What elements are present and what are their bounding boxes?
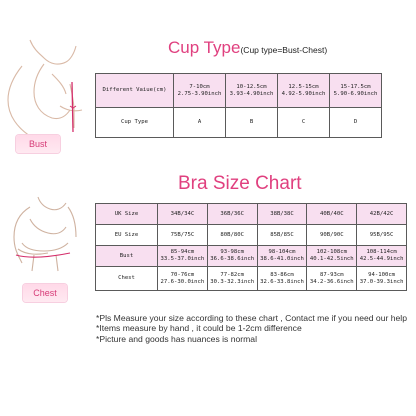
table-cell: 77-82cm 30.3-32.3inch xyxy=(207,267,257,291)
bust-badge xyxy=(16,135,60,153)
table-cell: B xyxy=(226,108,278,138)
cup-type-table xyxy=(95,73,382,138)
table-cell: C xyxy=(278,108,330,138)
cup-type-title: Cup Type xyxy=(168,38,241,57)
table-cell: 98-104cm 38.6-41.0inch xyxy=(257,246,307,267)
note-line: *Pls Measure your size according to these chart , Contact me if you need our help xyxy=(96,313,407,323)
table-cell: 42B/42C xyxy=(357,204,407,225)
table-cell: 102-108cm 40.1-42.5inch xyxy=(307,246,357,267)
row-label: Cup Type xyxy=(96,108,174,138)
cup-type-subtitle: (Cup type=Bust-Chest) xyxy=(240,45,328,55)
table-cell: 90B/90C xyxy=(307,225,357,246)
table-cell: A xyxy=(174,108,226,138)
row-label: UK Size xyxy=(96,204,158,225)
table-cell: 7-10cm 2.75-3.90inch xyxy=(174,74,226,108)
table-cell: 70-76cm 27.6-30.0inch xyxy=(158,267,208,291)
table-cell: 34B/34C xyxy=(158,204,208,225)
row-label: Different Vaiue(cm) xyxy=(96,74,174,108)
table-row xyxy=(96,204,407,225)
table-cell: 83-86cm 32.6-33.8inch xyxy=(257,267,307,291)
table-cell: 12.5-15cm 4.92-5.90inch xyxy=(278,74,330,108)
table-cell: 15-17.5cm 5.90-6.90inch xyxy=(330,74,382,108)
table-row xyxy=(96,246,407,267)
chest-badge xyxy=(23,284,67,302)
cup-type-heading xyxy=(168,38,327,58)
note-line: *Picture and goods has nuances is normal xyxy=(96,333,257,344)
bra-size-chart-title: Bra Size Chart xyxy=(178,173,302,194)
bra-size-table xyxy=(95,203,407,291)
table-cell: 80B/80C xyxy=(207,225,257,246)
table-row xyxy=(96,225,407,246)
table-cell: D xyxy=(330,108,382,138)
table-cell: 38B/38C xyxy=(257,204,307,225)
table-cell: 85B/85C xyxy=(257,225,307,246)
row-label: Chest xyxy=(96,267,158,291)
table-cell: 94-100cm 37.0-39.3inch xyxy=(357,267,407,291)
bust-figure xyxy=(0,36,92,148)
chest-label: Chest xyxy=(33,288,57,298)
table-cell: 87-93cm 34.2-36.6inch xyxy=(307,267,357,291)
table-cell: 93-98cm 36.6-38.6inch xyxy=(207,246,257,267)
chest-figure xyxy=(0,193,92,303)
table-row xyxy=(96,267,407,291)
row-label: Bust xyxy=(96,246,158,267)
table-cell: 85-94cm 33.5-37.0inch xyxy=(158,246,208,267)
bust-illustration-icon xyxy=(0,36,92,148)
table-row xyxy=(96,74,382,108)
table-cell: 10-12.5cm 3.93-4.90inch xyxy=(226,74,278,108)
table-cell: 75B/75C xyxy=(158,225,208,246)
note-line: *Items measure by hand , it could be 1-2cm difference xyxy=(96,323,302,334)
table-cell: 108-114cm 42.5-44.9inch xyxy=(357,246,407,267)
notes-block xyxy=(96,313,412,344)
bust-label: Bust xyxy=(28,139,47,149)
table-cell: 36B/36C xyxy=(207,204,257,225)
table-row xyxy=(96,108,382,138)
row-label: EU Size xyxy=(96,225,158,246)
table-cell: 95B/95C xyxy=(357,225,407,246)
table-cell: 40B/40C xyxy=(307,204,357,225)
